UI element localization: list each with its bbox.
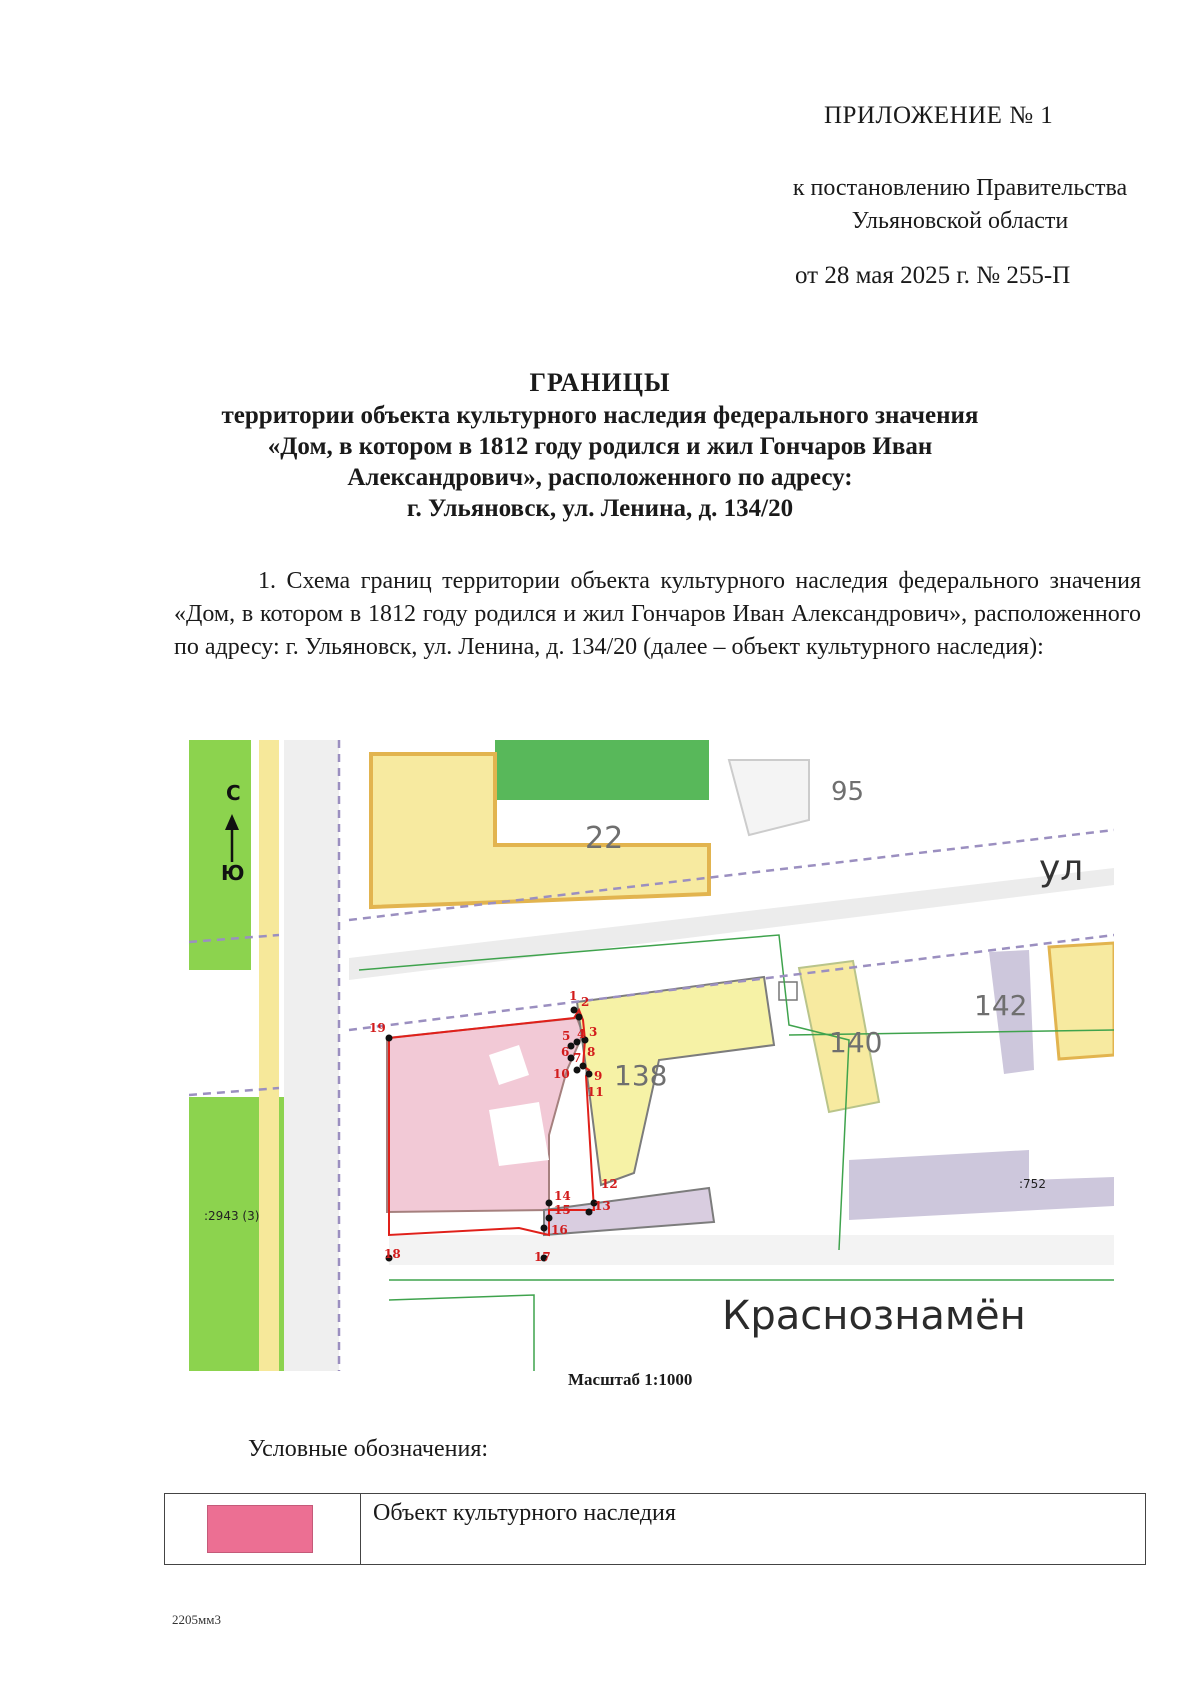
compass-north-label: С (226, 781, 241, 805)
legend-title: Условные обозначения: (248, 1436, 489, 1462)
street-label-bottom: Краснознамён (722, 1293, 1026, 1339)
point-17: 17 (534, 1250, 551, 1264)
legend-heritage-label: Объект культурного наследия (361, 1494, 1146, 1565)
point-9: 9 (594, 1069, 603, 1083)
compass-south-label: Ю (221, 861, 245, 885)
building-number-140: 140 (829, 1026, 883, 1059)
legend-table (164, 1493, 1146, 1565)
point-7: 7 (573, 1051, 582, 1065)
point-16: 16 (551, 1223, 568, 1237)
point-10: 10 (553, 1067, 570, 1081)
street-label-top: ул (1039, 848, 1084, 889)
title-line-1: территории объекта культурного наследия федерального значения (221, 402, 979, 429)
point-13: 13 (594, 1199, 611, 1213)
point-6: 6 (561, 1045, 570, 1059)
point-12: 12 (601, 1177, 618, 1191)
point-15: 15 (554, 1203, 571, 1217)
point-5: 5 (562, 1029, 571, 1043)
title-line-4: г. Ульяновск, ул. Ленина, д. 134/20 (406, 495, 794, 522)
building-number-142: 142 (974, 989, 1028, 1022)
intro-paragraph: 1. Схема границ территории объекта культурного наследия федерального значения «Дом, в котором в 1812 году родился и жил Гончаров Иван Александрович», расположенного по адресу: г. Ульяновск, ул. Ленина, д. 134/20 (далее – объект культурного наследия): (174, 568, 1141, 660)
legend-row (165, 1494, 1146, 1565)
legend-swatch-cell (165, 1494, 361, 1565)
legend-heritage-swatch (207, 1505, 313, 1553)
title-line-3: Александрович», расположенного по адресу: (347, 464, 853, 491)
point-11: 11 (587, 1085, 604, 1099)
point-2: 2 (581, 995, 590, 1009)
building-number-95: 95 (831, 777, 865, 807)
decree-reference-line2: Ульяновской области (851, 208, 1069, 234)
point-8: 8 (587, 1045, 596, 1059)
appendix-label: ПРИЛОЖЕНИЕ № 1 (824, 102, 1054, 129)
building-number-22: 22 (585, 821, 624, 856)
decree-reference (760, 172, 1160, 238)
point-14: 14 (554, 1189, 571, 1203)
footer-code: 2205мм3 (172, 1612, 221, 1627)
point-18: 18 (384, 1247, 401, 1261)
decree-reference-line1: к постановлению Правительства (792, 175, 1128, 201)
title-line-2: «Дом, в котором в 1812 году родился и жил Гончаров Иван (267, 433, 933, 460)
document-title (150, 367, 1050, 524)
decree-date: от 28 мая 2025 г. № 255-П (795, 262, 1071, 289)
boundary-map-svg (189, 740, 1114, 1371)
cadastral-label-2943: :2943 (3) (204, 1209, 260, 1223)
boundary-map (189, 740, 1114, 1371)
title-main: ГРАНИЦЫ (529, 368, 671, 397)
point-19: 19 (369, 1021, 386, 1035)
point-3: 3 (589, 1025, 598, 1039)
cadastral-label-752: :752 (1019, 1177, 1046, 1191)
point-1: 1 (569, 989, 578, 1003)
point-4: 4 (577, 1027, 586, 1041)
map-scale: Масштаб 1:1000 (568, 1370, 693, 1389)
building-number-138: 138 (614, 1059, 668, 1092)
